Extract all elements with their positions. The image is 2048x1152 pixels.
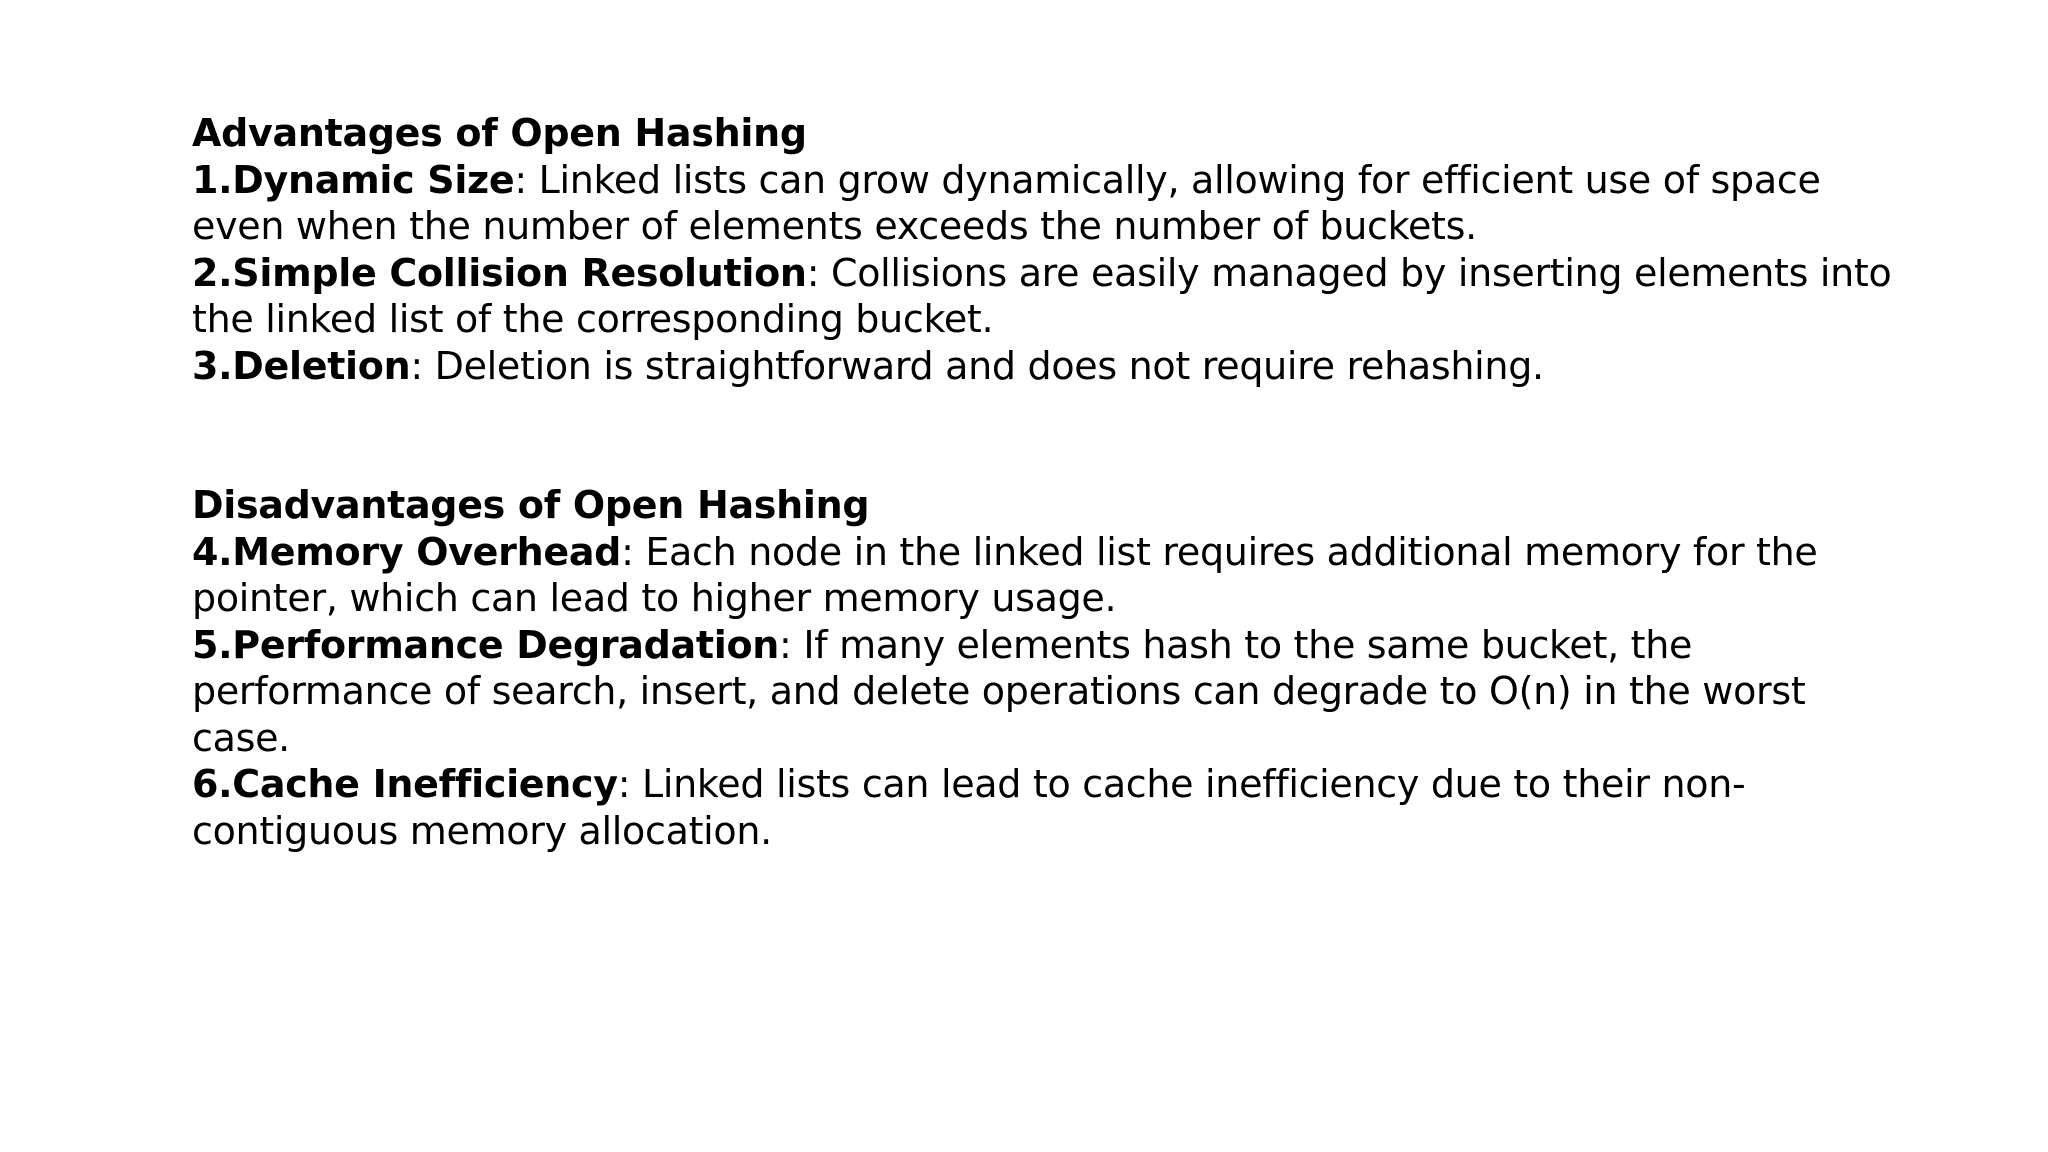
- disadvantage-item-cache-inefficiency: [192, 761, 1912, 854]
- advantage-item-dynamic-size: [192, 157, 1912, 250]
- disadvantage-item-performance-degradation: [192, 622, 1912, 762]
- section-spacer: [192, 389, 1912, 482]
- advantage-item-deletion: [192, 343, 1912, 390]
- item-term: 5.Performance Degradation: [192, 622, 780, 667]
- item-description: : Linked lists can lead to cache inefficiency due to their non-contiguous memory allocation.: [192, 762, 1746, 853]
- disadvantage-item-memory-overhead: [192, 529, 1912, 622]
- item-term: 6.Cache Inefficiency: [192, 762, 618, 806]
- disadvantages-heading: Disadvantages of Open Hashing: [192, 483, 870, 527]
- item-description: : Linked lists can grow dynamically, allowing for efficient use of space even when the number of elements exceeds the number of buckets.: [192, 157, 1821, 248]
- item-term: 4.Memory Overhead: [192, 529, 622, 574]
- item-description: : Deletion is straightforward and does not require rehashing.: [410, 343, 1544, 388]
- item-description: : Each node in the linked list requires additional memory for the pointer, which can lead to higher memory usage.: [192, 529, 1818, 620]
- item-description: : If many elements hash to the same bucket, the performance of search, insert, and delete operations can degrade to O(n) in the worst case.: [192, 622, 1806, 760]
- slide-body: [192, 110, 1912, 854]
- advantage-item-collision-resolution: [192, 250, 1912, 343]
- item-description: : Collisions are easily managed by inserting elements into the linked list of the corresponding bucket.: [192, 250, 1892, 341]
- item-term: 1.Dynamic Size: [192, 157, 515, 202]
- item-term: 3.Deletion: [192, 343, 411, 388]
- advantages-heading: Advantages of Open Hashing: [192, 111, 807, 155]
- item-term: 2.Simple Collision Resolution: [192, 250, 807, 295]
